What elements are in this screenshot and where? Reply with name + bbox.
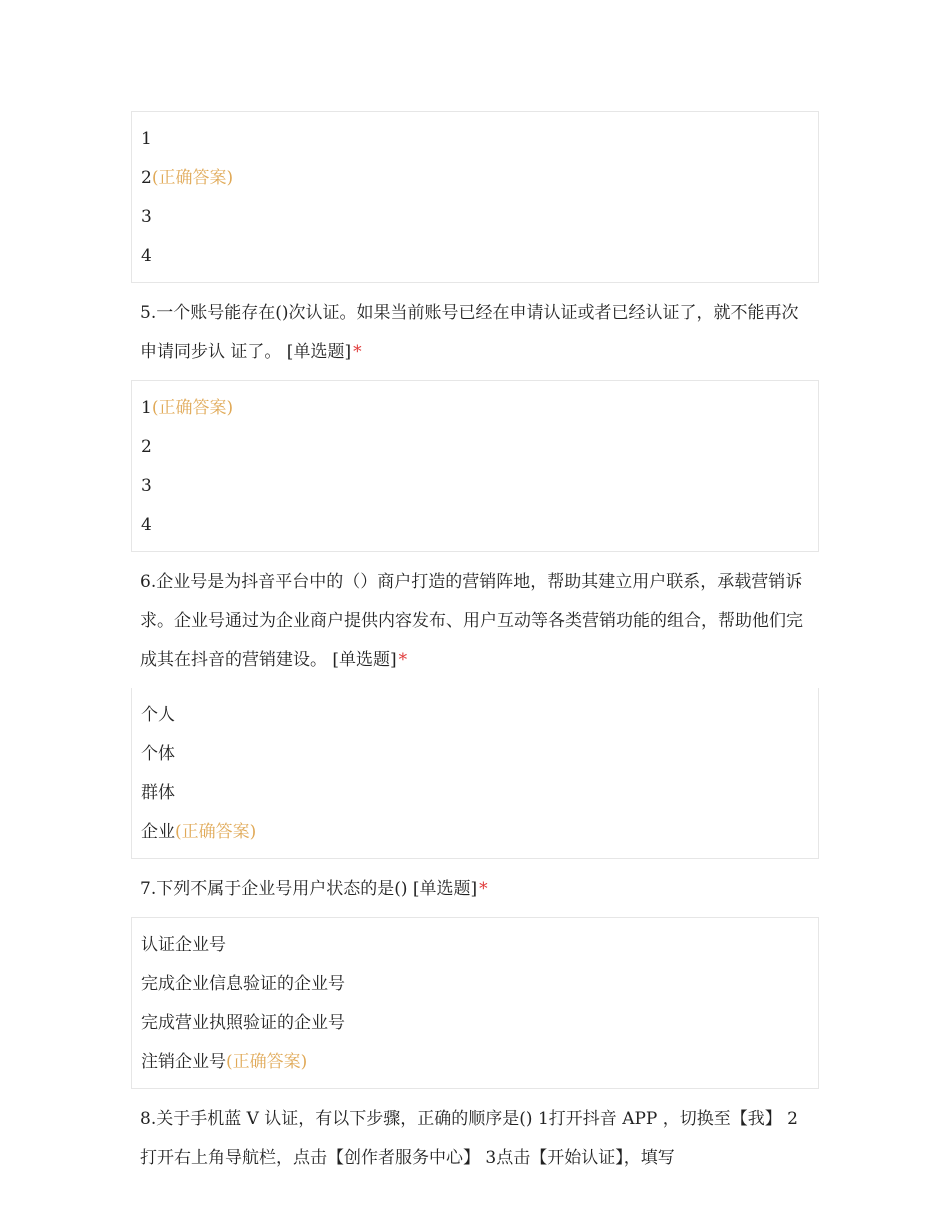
- option-item: 4: [141, 246, 152, 266]
- option-item: 个人: [141, 705, 175, 725]
- option-item: 认证企业号: [141, 935, 226, 955]
- question-text: 8.关于手机蓝 V 认证，有以下步骤，正确的顺序是() 1打开抖音 APP ，切换至【我】 2打开右上角导航栏，点击【创作者服务中心】 3点击【开始认证】，填写: [140, 1109, 798, 1168]
- option-item: 群体: [141, 783, 175, 803]
- option-item: 完成营业执照验证的企业号: [141, 1013, 345, 1033]
- question-text: 5.一个账号能存在()次认证。如果当前账号已经在申请认证或者已经认证了，就不能再次申请同步认 证了。 [单选题] *: [140, 303, 799, 362]
- option-item: 1: [141, 129, 152, 149]
- question-text: 7.下列不属于企业号用户状态的是() [单选题] *: [140, 879, 488, 899]
- option-item: 3: [141, 476, 152, 496]
- options-box: [131, 917, 819, 1089]
- question-text: 6.企业号是为抖音平台中的（）商户打造的营销阵地，帮助其建立用户联系，承载营销诉求。企业号通过为企业商户提供内容发布、用户互动等各类营销功能的组合，帮助他们完成其在抖音的营销建设。 [单选题] *: [140, 572, 803, 670]
- option-item: 2(正确答案): [141, 168, 234, 188]
- option-item: 注销企业号(正确答案): [141, 1052, 308, 1072]
- correct-answer-tag: (正确答案): [226, 1052, 308, 1072]
- correct-answer-tag: (正确答案): [151, 398, 234, 418]
- option-item: 完成企业信息验证的企业号: [141, 974, 345, 994]
- option-item: 企业(正确答案): [141, 822, 257, 842]
- correct-answer-tag: (正确答案): [175, 822, 257, 842]
- option-item: 3: [141, 207, 152, 227]
- option-item: 1(正确答案): [141, 398, 234, 418]
- option-item: 个体: [141, 744, 175, 764]
- option-item: 4: [141, 515, 152, 535]
- quiz-page: [131, 111, 819, 1186]
- correct-answer-tag: (正确答案): [151, 168, 234, 188]
- option-item: 2: [141, 437, 152, 457]
- options-box: [131, 380, 819, 552]
- options-box: [131, 111, 819, 283]
- options-box: [131, 688, 819, 859]
- required-mark: *: [479, 879, 488, 899]
- required-mark: *: [353, 342, 362, 362]
- required-mark: *: [398, 650, 408, 670]
